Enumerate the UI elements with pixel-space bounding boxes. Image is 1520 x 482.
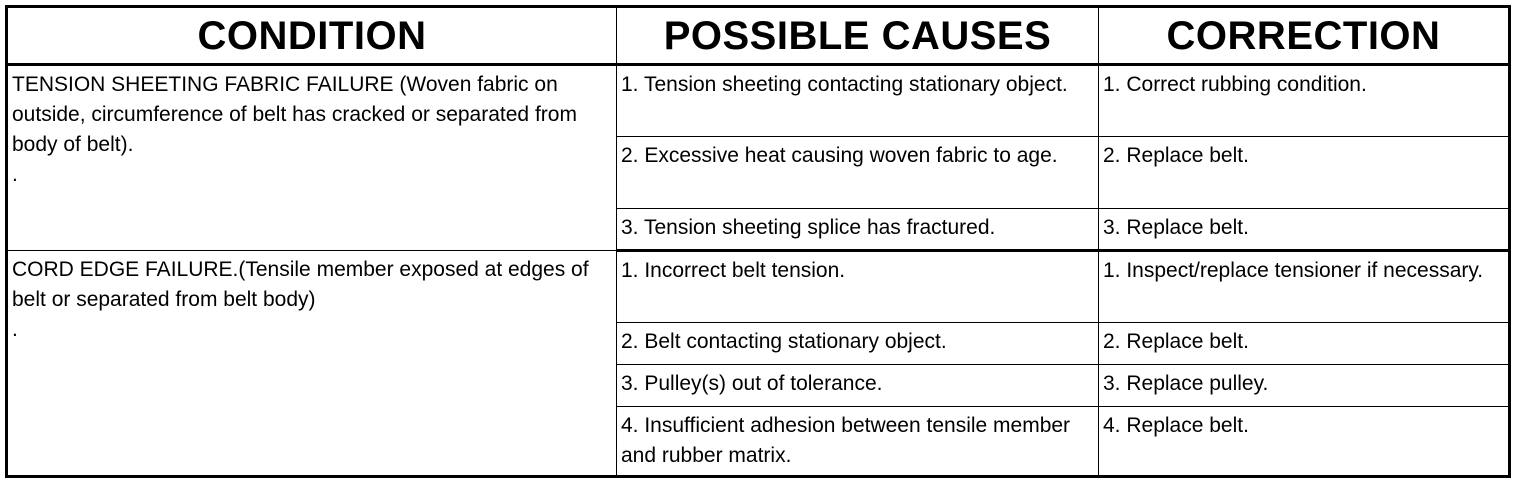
- correction-cell: 2. Replace belt.: [1099, 137, 1510, 209]
- correction-cell: 1. Inspect/replace tensioner if necessary.: [1099, 251, 1510, 323]
- cause-cell: 2. Excessive heat causing woven fabric to age.: [617, 137, 1099, 209]
- correction-cell: 1. Correct rubbing condition.: [1099, 65, 1510, 137]
- table-row: [7, 65, 1510, 137]
- cause-cell: 1. Tension sheeting contacting stationary object.: [617, 65, 1099, 137]
- table-row: [7, 251, 1510, 323]
- correction-cell: 4. Replace belt.: [1099, 407, 1510, 477]
- cause-cell: 3. Tension sheeting splice has fractured.: [617, 209, 1099, 251]
- header-condition: CONDITION: [7, 7, 617, 65]
- condition-cell: CORD EDGE FAILURE.(Tensile member exposed at edges of belt or separated from belt body) .: [7, 251, 617, 477]
- cause-cell: 4. Insufficient adhesion between tensile member and rubber matrix.: [617, 407, 1099, 477]
- header-possible-causes: POSSIBLE CAUSES: [617, 7, 1099, 65]
- cause-cell: 2. Belt contacting stationary object.: [617, 323, 1099, 365]
- cause-cell: 1. Incorrect belt tension.: [617, 251, 1099, 323]
- header-correction: CORRECTION: [1099, 7, 1510, 65]
- header-row: [7, 7, 1510, 65]
- cause-cell: 3. Pulley(s) out of tolerance.: [617, 365, 1099, 407]
- correction-cell: 2. Replace belt.: [1099, 323, 1510, 365]
- diagnosis-table: [5, 5, 1511, 478]
- correction-cell: 3. Replace belt.: [1099, 209, 1510, 251]
- correction-cell: 3. Replace pulley.: [1099, 365, 1510, 407]
- condition-cell: TENSION SHEETING FABRIC FAILURE (Woven fabric on outside, circumference of belt has cracked or separated from body of belt). .: [7, 65, 617, 251]
